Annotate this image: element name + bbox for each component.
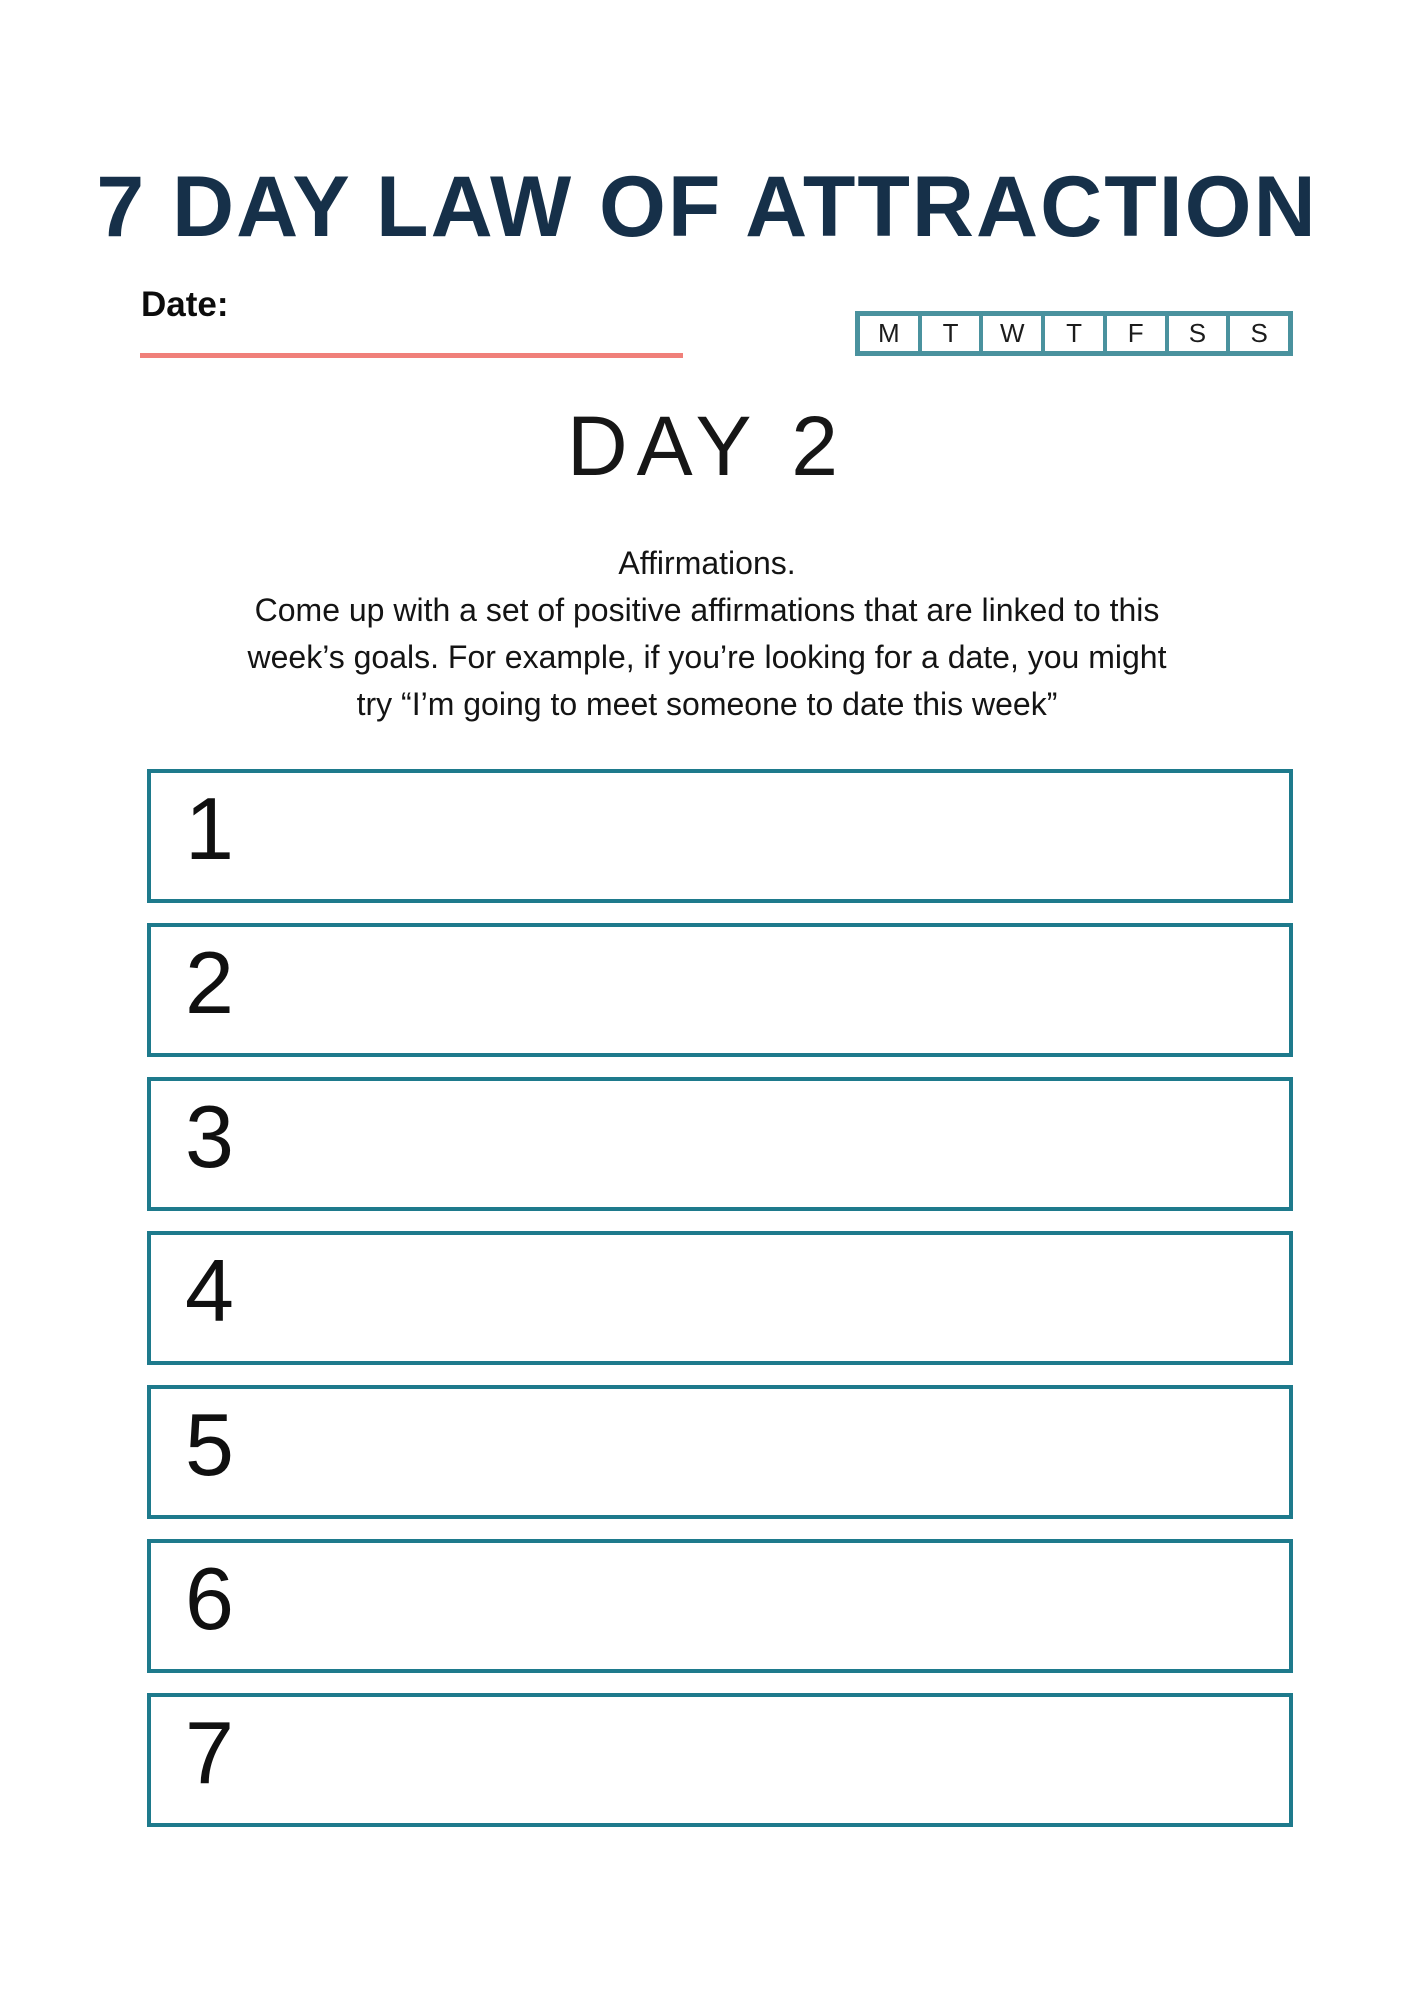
affirmation-input-1[interactable] — [301, 811, 1265, 851]
entry-number: 4 — [185, 1241, 234, 1340]
entry-number: 3 — [185, 1087, 234, 1186]
entry-number: 2 — [185, 933, 234, 1032]
affirmation-box-2[interactable] — [147, 923, 1293, 1057]
affirmation-input-2[interactable] — [301, 965, 1265, 1005]
page-title: 7 DAY LAW OF ATTRACTION — [96, 158, 1318, 255]
date-fill-line[interactable] — [140, 353, 683, 358]
entry-number: 6 — [185, 1549, 234, 1648]
instructions-line: week’s goals. For example, if you’re looking for a date, you might — [247, 639, 1167, 675]
entry-number: 7 — [185, 1703, 234, 1802]
affirmation-box-7[interactable] — [147, 1693, 1293, 1827]
affirmation-input-6[interactable] — [301, 1581, 1265, 1621]
weekday-cell-wednesday[interactable]: W — [979, 316, 1041, 351]
date-label: Date: — [141, 285, 229, 324]
instructions-line: Come up with a set of positive affirmations that are linked to this — [254, 592, 1160, 628]
affirmation-box-3[interactable] — [147, 1077, 1293, 1211]
entry-number: 5 — [185, 1395, 234, 1494]
affirmation-input-4[interactable] — [301, 1273, 1265, 1313]
weekday-cell-monday[interactable]: M — [860, 316, 918, 351]
weekday-cell-tuesday[interactable]: T — [918, 316, 980, 351]
affirmation-box-5[interactable] — [147, 1385, 1293, 1519]
day-heading: DAY 2 — [566, 399, 848, 493]
weekday-cell-friday[interactable]: F — [1103, 316, 1165, 351]
weekday-cell-thursday[interactable]: T — [1041, 316, 1103, 351]
affirmation-input-5[interactable] — [301, 1427, 1265, 1467]
affirmation-input-7[interactable] — [301, 1735, 1265, 1775]
weekday-tracker — [855, 311, 1293, 356]
affirmation-input-3[interactable] — [301, 1119, 1265, 1159]
affirmation-box-1[interactable] — [147, 769, 1293, 903]
weekday-cell-saturday[interactable]: S — [1165, 316, 1227, 351]
affirmation-box-6[interactable] — [147, 1539, 1293, 1673]
entry-number: 1 — [185, 779, 234, 878]
instructions-line: Affirmations. — [618, 545, 796, 581]
instructions-line: try “I’m going to meet someone to date this week” — [356, 686, 1058, 722]
instructions-block — [0, 540, 1414, 728]
affirmation-list — [147, 769, 1293, 1847]
affirmation-box-4[interactable] — [147, 1231, 1293, 1365]
weekday-cell-sunday[interactable]: S — [1226, 316, 1288, 351]
